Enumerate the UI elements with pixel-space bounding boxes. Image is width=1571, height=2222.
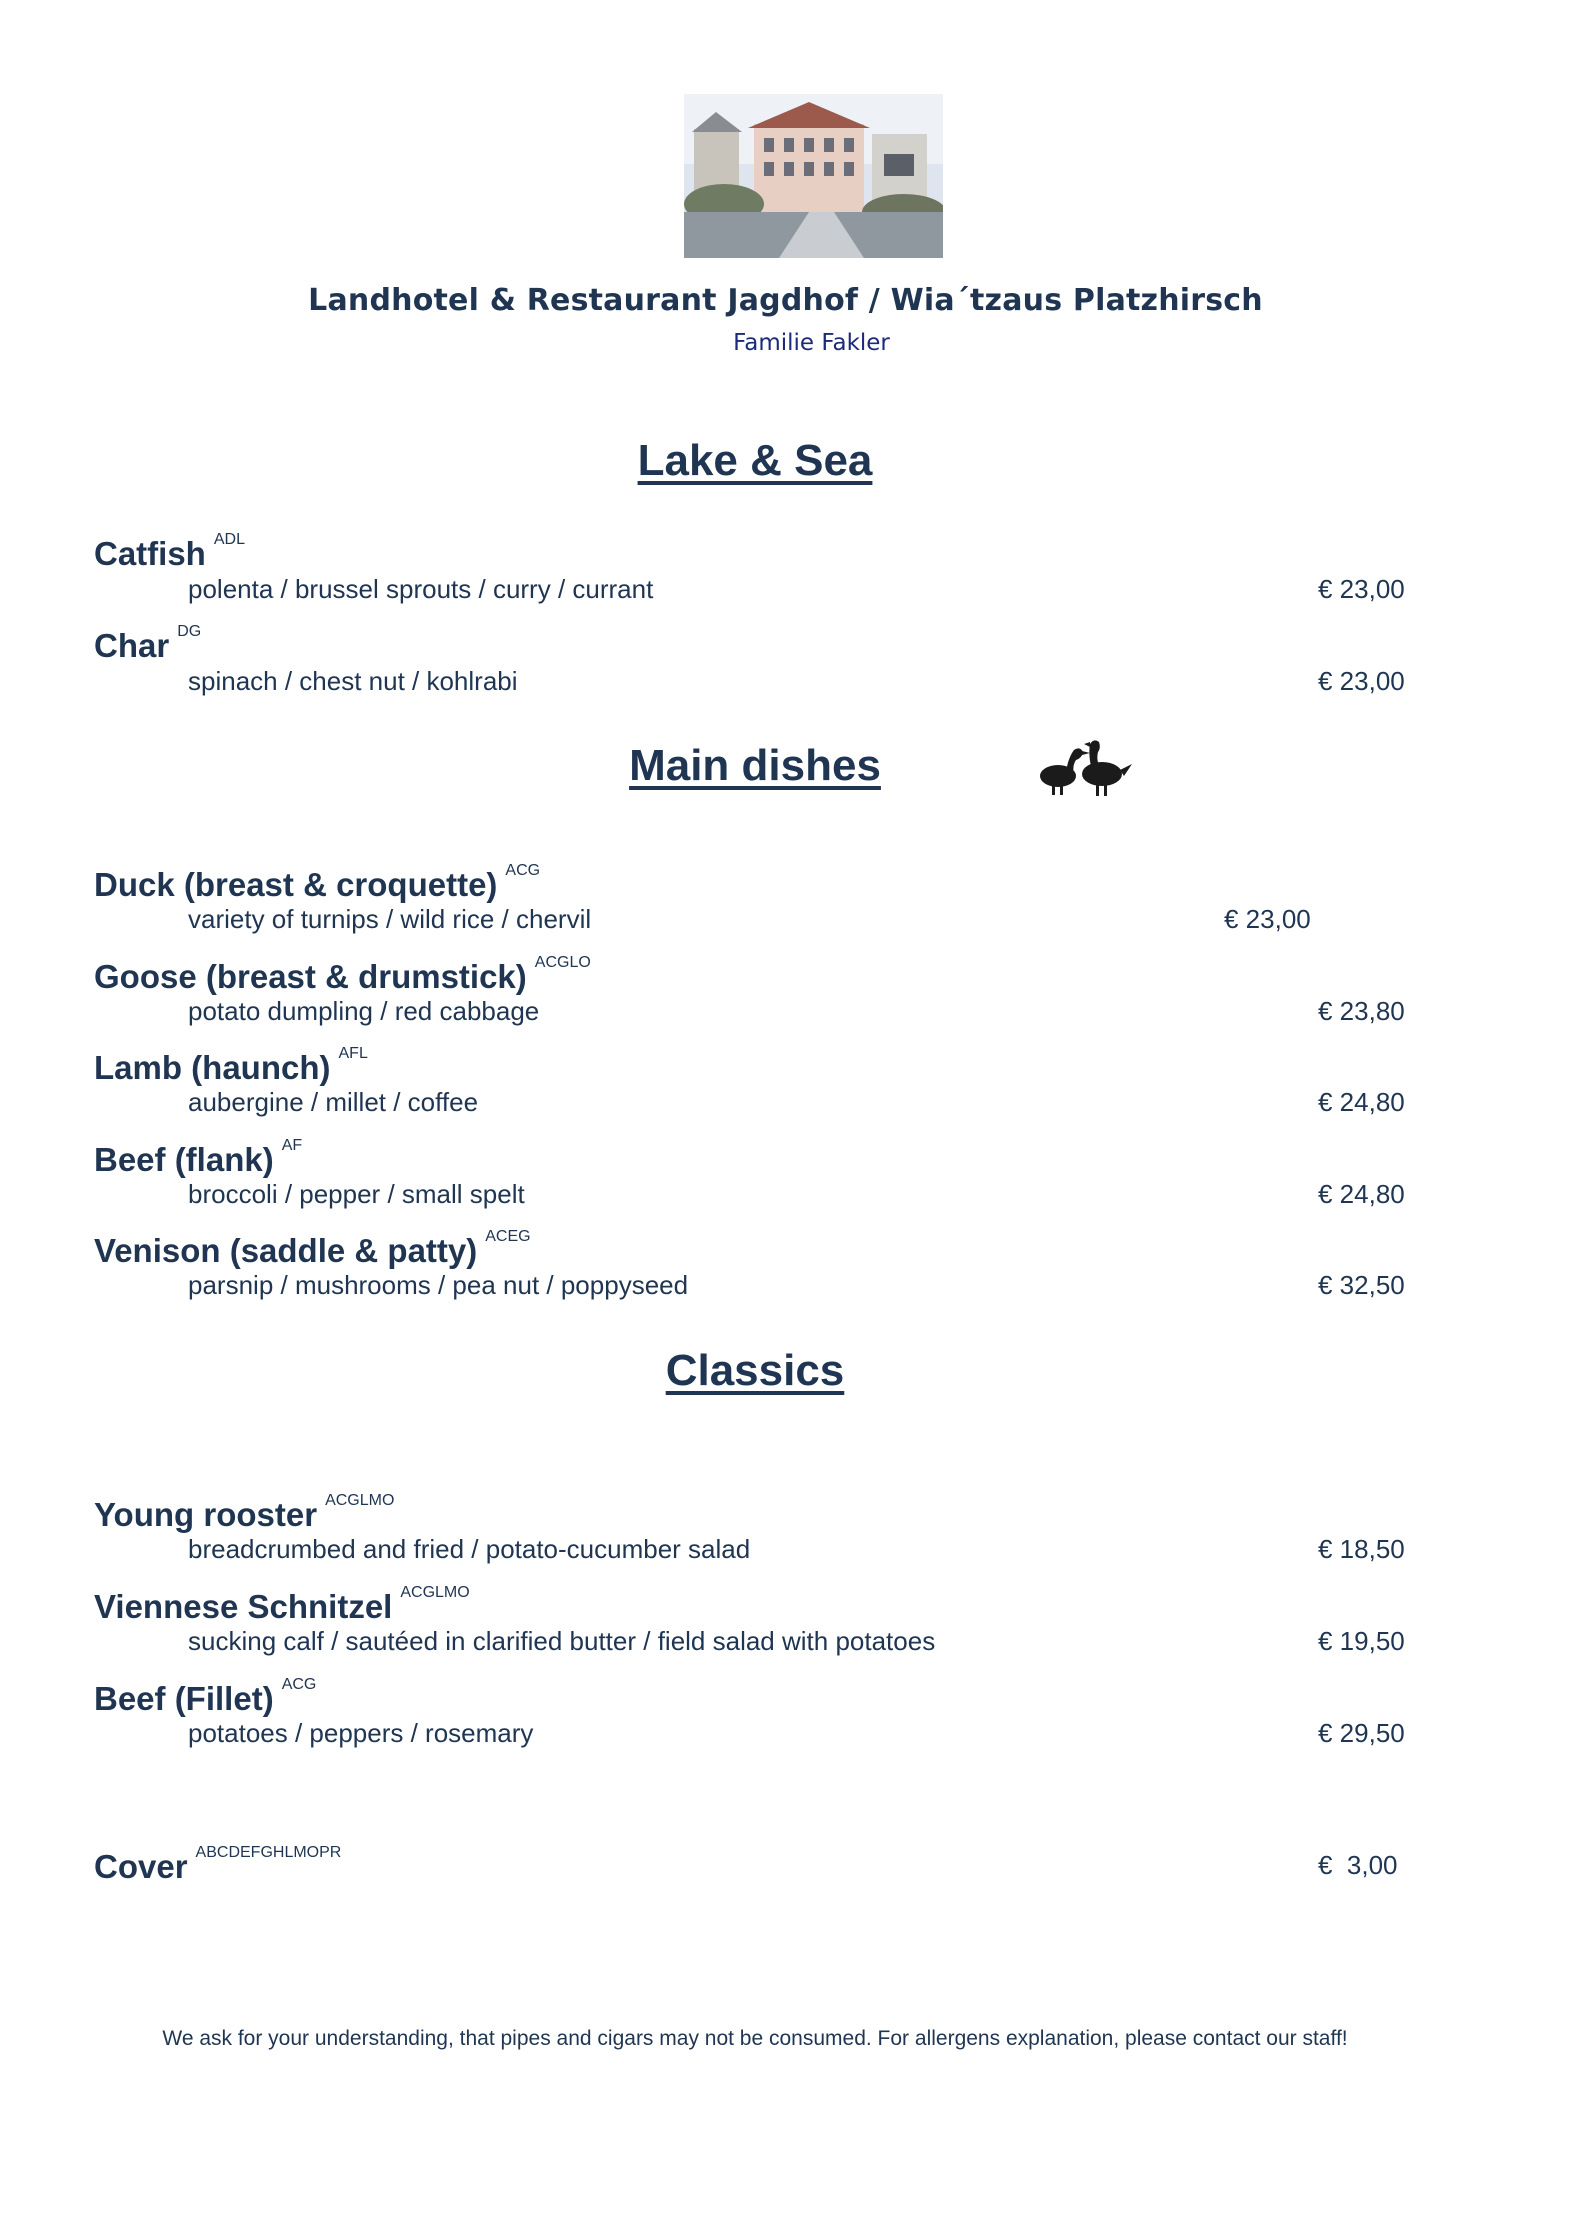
dish-title: Lamb (haunch) bbox=[94, 1049, 331, 1086]
dish-name bbox=[94, 1492, 395, 1534]
dish-name bbox=[94, 1228, 531, 1270]
dish-description: spinach / chest nut / kohlrabi bbox=[188, 666, 518, 696]
dish-title: Beef (Fillet) bbox=[94, 1680, 274, 1717]
dish-price: € 23,00 bbox=[1224, 904, 1311, 934]
dish-description: potato dumpling / red cabbage bbox=[188, 996, 540, 1026]
section-heading-lake-sea: Lake & Sea bbox=[637, 436, 873, 485]
dish-description: broccoli / pepper / small spelt bbox=[188, 1179, 525, 1209]
allergen-codes: ADL bbox=[213, 531, 245, 548]
hotel-subtitle: Familie Fakler bbox=[733, 330, 890, 356]
allergen-codes: AFL bbox=[338, 1045, 368, 1062]
dish-description: aubergine / millet / coffee bbox=[188, 1087, 479, 1117]
allergen-codes: AF bbox=[281, 1137, 303, 1154]
dish-price: € 24,80 bbox=[1318, 1087, 1405, 1117]
dish-description: potatoes / peppers / rosemary bbox=[188, 1718, 534, 1748]
dish-title: Catfish bbox=[94, 535, 206, 572]
section-heading-classics: Classics bbox=[665, 1346, 845, 1395]
dish-title: Beef (flank) bbox=[94, 1141, 274, 1178]
cover-title: Cover bbox=[94, 1848, 188, 1885]
allergen-codes: ACGLMO bbox=[400, 1584, 470, 1601]
hotel-title: Landhotel & Restaurant Jagdhof / Wia´tzaus Platzhirsch bbox=[308, 283, 1263, 318]
dish-title: Goose (breast & drumstick) bbox=[94, 958, 527, 995]
dish-price: € 29,50 bbox=[1318, 1718, 1405, 1748]
section-heading-main-dishes: Main dishes bbox=[629, 741, 881, 790]
dish-price: € 23,00 bbox=[1318, 574, 1405, 604]
dish-price: € 24,80 bbox=[1318, 1179, 1405, 1209]
allergen-codes: ACGLMO bbox=[325, 1492, 395, 1509]
allergen-codes: ACGLO bbox=[534, 954, 591, 971]
dish-price: € 32,50 bbox=[1318, 1270, 1405, 1300]
dish-price: € 18,50 bbox=[1318, 1534, 1405, 1564]
dish-title: Viennese Schnitzel bbox=[94, 1588, 393, 1625]
dish-name bbox=[94, 531, 245, 573]
dish-price: € 23,00 bbox=[1318, 666, 1405, 696]
cover-name bbox=[94, 1844, 342, 1886]
dish-description: variety of turnips / wild rice / chervil bbox=[188, 904, 592, 934]
dish-description: breadcrumbed and fried / potato-cucumber salad bbox=[188, 1534, 751, 1564]
dish-name bbox=[94, 1045, 368, 1087]
dish-name bbox=[94, 1584, 470, 1626]
hotel-photo bbox=[684, 94, 943, 258]
dish-title: Duck (breast & croquette) bbox=[94, 866, 498, 903]
cover-price: € 3,00 bbox=[1318, 1850, 1398, 1880]
allergen-codes: ACG bbox=[505, 862, 541, 879]
dish-description: sucking calf / sautéed in clarified butter / field salad with potatoes bbox=[188, 1626, 936, 1656]
dish-description: polenta / brussel sprouts / curry / currant bbox=[188, 574, 654, 604]
dish-title: Young rooster bbox=[94, 1496, 318, 1533]
dish-description: parsnip / mushrooms / pea nut / poppyseed bbox=[188, 1270, 689, 1300]
footer-note: We ask for your understanding, that pipes and cigars may not be consumed. For allergens explanation, please contact our staff! bbox=[162, 2027, 1348, 2050]
dish-price: € 19,50 bbox=[1318, 1626, 1405, 1656]
dish-title: Venison (saddle & patty) bbox=[94, 1232, 478, 1269]
dish-name bbox=[94, 1137, 303, 1179]
dish-price: € 23,80 bbox=[1318, 996, 1405, 1026]
allergen-codes: ACG bbox=[281, 1676, 317, 1693]
dish-name bbox=[94, 862, 541, 904]
dish-name bbox=[94, 1676, 317, 1718]
dish-name bbox=[94, 623, 202, 665]
dish-name bbox=[94, 954, 591, 996]
allergen-codes: ABCDEFGHLMOPR bbox=[195, 1844, 342, 1861]
allergen-codes: ACEG bbox=[485, 1228, 531, 1245]
dish-title: Char bbox=[94, 627, 170, 664]
allergen-codes: DG bbox=[177, 623, 202, 640]
ducks-icon bbox=[1036, 736, 1136, 800]
